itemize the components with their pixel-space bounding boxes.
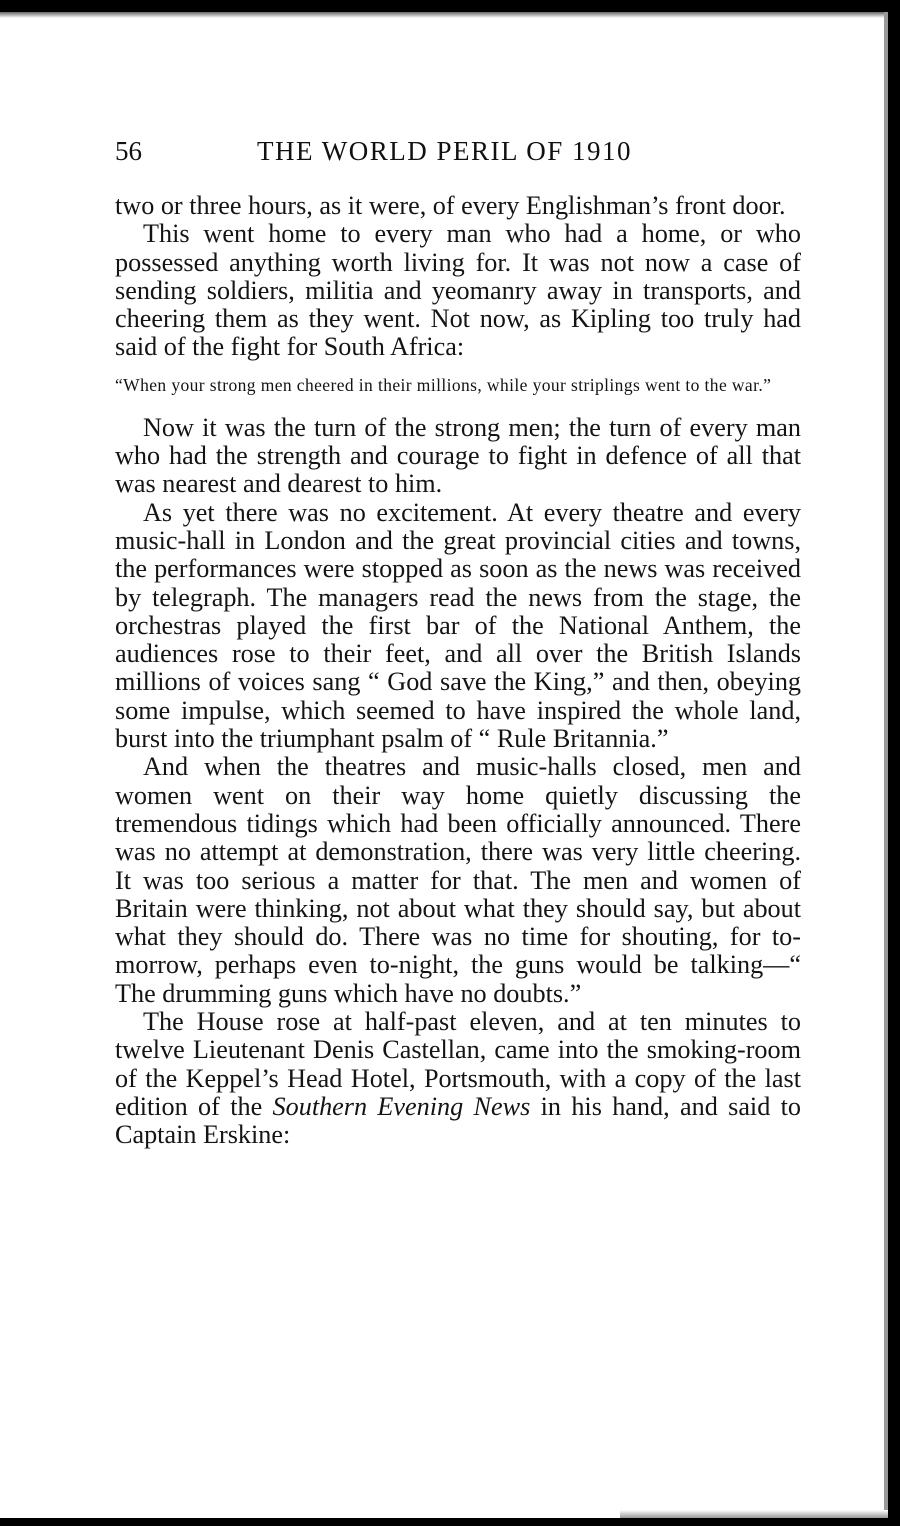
- page-body: [115, 192, 801, 1150]
- page-edge-bottom: [620, 1510, 888, 1518]
- page-edge-right: [884, 12, 888, 1518]
- page-number: 56: [115, 136, 142, 166]
- text-after: in his hand, and said to Captain Erskine:: [115, 1091, 802, 1150]
- paragraph: Now it was the turn of the strong men; the turn of every man who had the strength and courage to fight in defence of all that was nearest and dearest to him.: [115, 412, 801, 499]
- paragraph: As yet there was no excitement. At every theatre and every music-hall in London and the great provincial cities and towns, the performances were stopped as soon as the news was received by telegraph. The managers read the news from the stage, the orchestras played the first bar of the National Anthem, the audiences rose to their feet, and all over the British Islands millions of voices sang “ God save the King,” and then, obeying some impulse, which seemed to have inspired the whole land, burst into the triumphant psalm of “ Rule Britannia.”: [115, 497, 801, 754]
- block-quote: “When your strong men cheered in their millions, while your striplings went to the war.”: [115, 374, 772, 395]
- page-edge-top: [0, 12, 888, 18]
- text-before: The House rose at half-past eleven, and at ten minutes to twelve Lieutenant Denis Castellan, came into the smoking-room of the Keppel’s Head Hotel, Portsmouth, with a copy of the last edition of the: [115, 1007, 801, 1121]
- newspaper-title: Southern Evening News: [272, 1091, 531, 1121]
- paragraph: And when the theatres and music-halls closed, men and women went on their way home quietly discussing the tremendous tidings which had been officially announced. There was no attempt at demonstration, there was very little cheering. It was too serious a matter for that. The men and women of Britain were thinking, not about what they should say, but about what they should do. There was no time for shouting, for to-morrow, perhaps even to-night, the guns would be talking—“ The drumming guns which have no doubts.”: [115, 752, 801, 1008]
- paragraph: This went home to every man who had a home, or who possessed anything worth living for. It was not now a case of sending soldiers, militia and yeomanry away in transports, and cheering them as they went. Not now, as Kipling too truly had said of the fight for South Africa:: [115, 219, 801, 362]
- paragraph-final: [115, 1008, 801, 1149]
- paragraph: two or three hours, as it were, of every Englishman’s front door.: [115, 191, 786, 220]
- running-title: THE WORLD PERIL OF 1910: [257, 136, 632, 166]
